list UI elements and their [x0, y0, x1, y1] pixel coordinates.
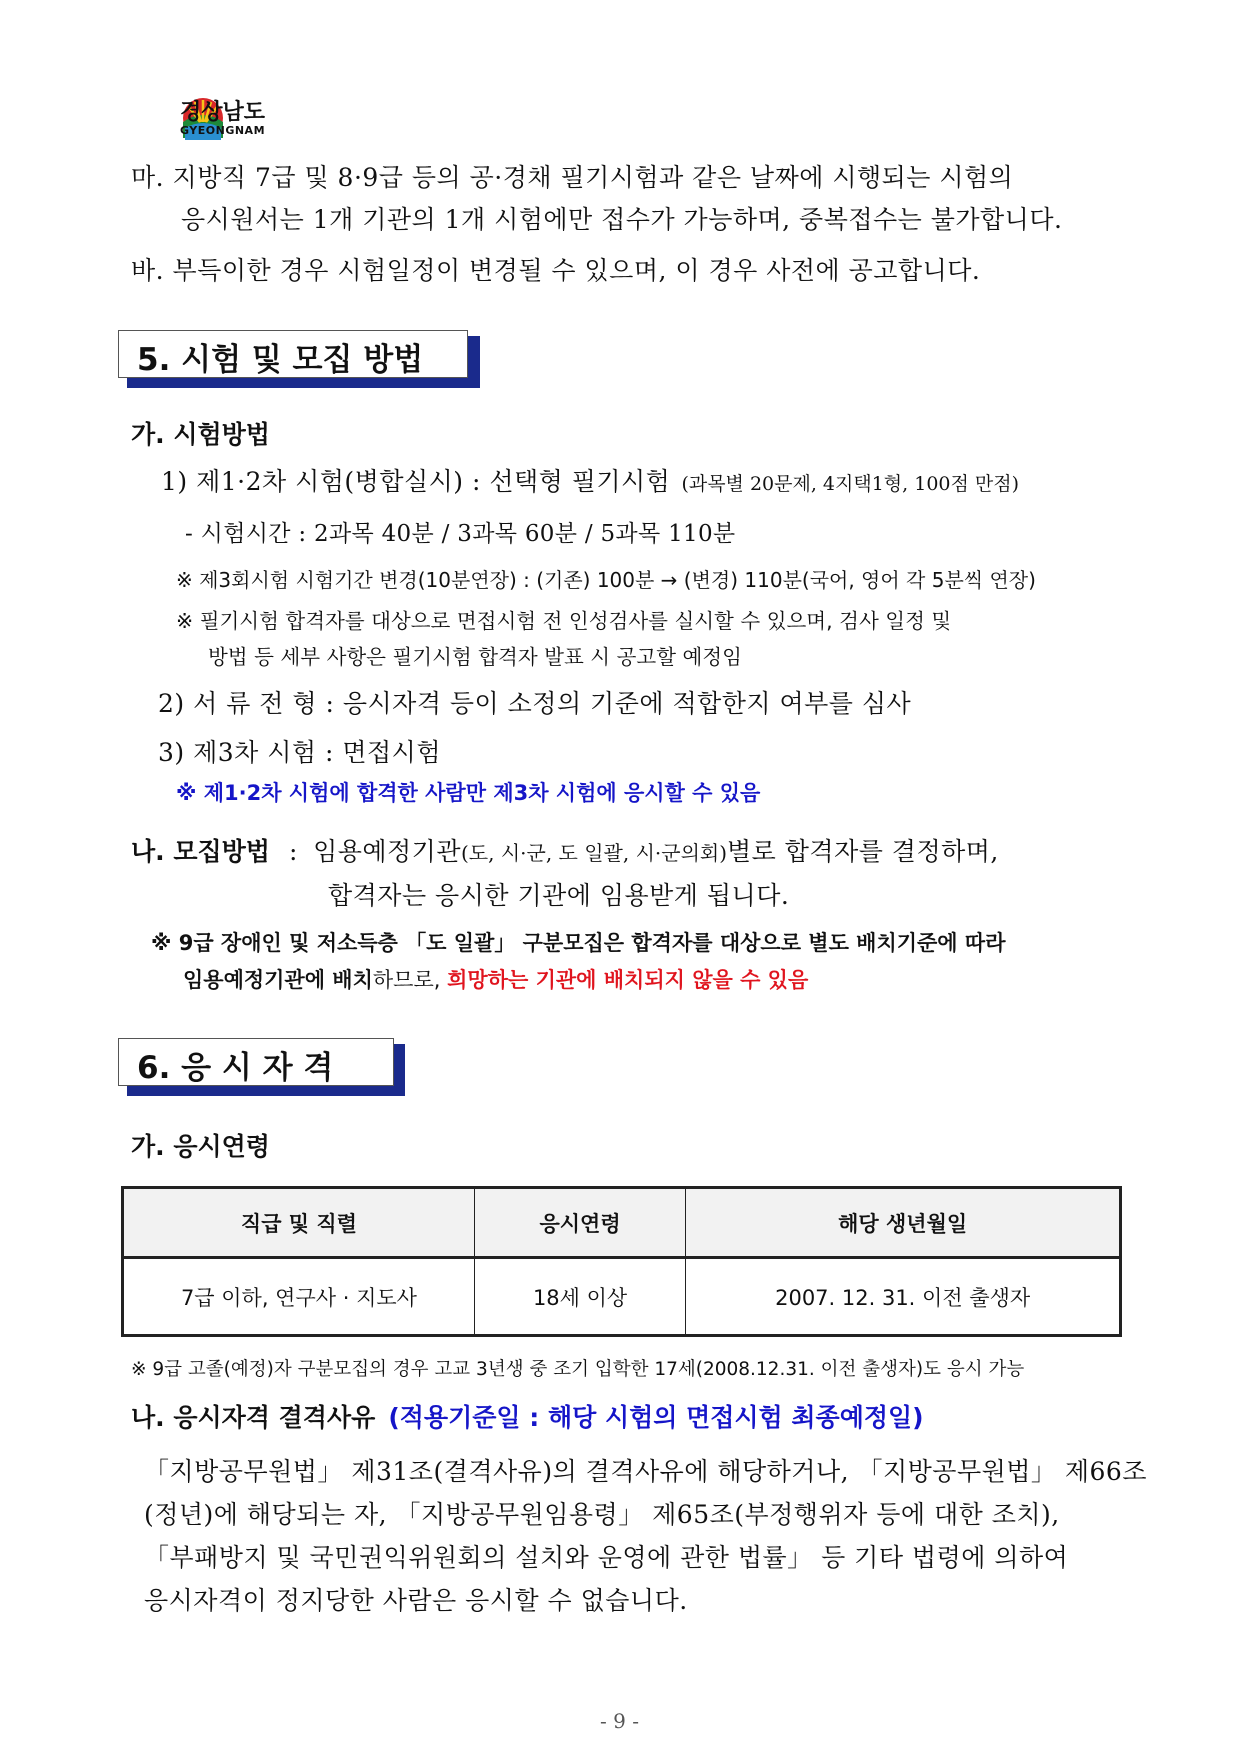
na-note-bold: 임용예정기관에 배치 [183, 968, 373, 992]
table-header-cell: 직급 및 직렬 [123, 1188, 475, 1258]
na-colon: : [289, 837, 298, 866]
item2: 2) 서 류 전 형 : 응시자격 등이 소정의 기준에 적합한지 여부를 심사 [158, 689, 912, 718]
disqualification-line3: 「부패방지 및 국민권익위원회의 설치와 운영에 관한 법률」 등 기타 법령에 의하여 [144, 1543, 1069, 1572]
logo-name: 경상남도 [180, 100, 266, 125]
table-row [123, 1258, 1121, 1336]
table-header-row [123, 1188, 1121, 1258]
note-personality-test-line2: 방법 등 세부 사항은 필기시험 합격자 발표 시 공고할 예정임 [208, 645, 742, 669]
logo-subtitle: GYEONGNAM [180, 124, 266, 137]
table-cell: 2007. 12. 31. 이전 출생자 [686, 1258, 1121, 1336]
note-personality-test-line1: ※ 필기시험 합격자를 대상으로 면접시험 전 인성검사를 실시할 수 있으며, 검사 일정 및 [176, 609, 952, 633]
item3: 3) 제3차 시험 : 면접시험 [158, 738, 441, 767]
na-row1 [131, 832, 999, 868]
table-cell: 7급 이하, 연구사 · 지도사 [123, 1258, 475, 1336]
disqualification-line4: 응시자격이 정지당한 사람은 응시할 수 없습니다. [144, 1586, 688, 1615]
item3-note: ※ 제1·2차 시험에 합격한 사람만 제3차 시험에 응시할 수 있음 [176, 781, 761, 805]
section6-ga-heading: 가. 응시연령 [131, 1132, 270, 1161]
item1-time: - 시험시간 : 2과목 40분 / 3과목 60분 / 5과목 110분 [185, 521, 736, 547]
na-note-line2 [183, 964, 808, 994]
disqualification-line1: 「지방공무원법」 제31조(결격사유)의 결격사유에 해당하거나, 「지방공무원법」 제66조 [144, 1457, 1147, 1486]
item1-main: 1) 제1·2차 시험(병합실시) : 선택형 필기시험 [161, 467, 671, 496]
na-note-red: 희망하는 기관에 배치되지 않을 수 있음 [447, 968, 809, 992]
item-ba: 바. 부득이한 경우 시험일정이 변경될 수 있으며, 이 경우 사전에 공고합니다. [131, 256, 981, 285]
age-requirement-table [121, 1186, 1122, 1337]
na-line1-a: 임용예정기관 [313, 837, 461, 866]
page-number: - 9 - [600, 1709, 639, 1733]
na-line1-c: 별로 합격자를 결정하며, [727, 837, 999, 866]
na-note-line1: ※ 9급 장애인 및 저소득층 「도 일괄」 구분모집은 합격자를 대상으로 별도 배치기준에 따라 [151, 931, 1006, 955]
section6-na-heading: 나. 응시자격 결격사유 [131, 1403, 376, 1432]
table-header-cell: 해당 생년월일 [686, 1188, 1121, 1258]
disqualification-line2: (정년)에 해당되는 자, 「지방공무원임용령」 제65조(부정행위자 등에 대한 조치), [144, 1500, 1060, 1529]
table-note: ※ 9급 고졸(예정)자 구분모집의 경우 고교 3년생 중 조기 입학한 17세(2008.12.31. 이전 출생자)도 응시 가능 [131, 1359, 1025, 1380]
section5-ga-heading: 가. 시험방법 [131, 420, 270, 449]
section5-header-shadow-side [466, 336, 480, 388]
item-ma-line1: 마. 지방직 7급 및 8·9급 등의 공·경채 필기시험과 같은 날짜에 시행되는 시험의 [131, 163, 1014, 192]
na-line2: 합격자는 응시한 기관에 임용받게 됩니다. [328, 881, 790, 910]
item-ma-line2: 응시원서는 1개 기관의 1개 시험에만 접수가 가능하며, 중복접수는 불가합니다. [181, 205, 1063, 234]
section6-na-heading-blue: (적용기준일 : 해당 시험의 면접시험 최종예정일) [388, 1403, 924, 1432]
section6-title: 6. 응 시 자 격 [137, 1050, 334, 1086]
na-label: 나. 모집방법 [131, 837, 270, 866]
table-cell: 18세 이상 [474, 1258, 685, 1336]
section5-title: 5. 시험 및 모집 방법 [137, 342, 424, 378]
note-exam-time-change: ※ 제3회시험 시험기간 변경(10분연장) : (기존) 100분 → (변경) 110분(국어, 영어 각 5분씩 연장) [176, 568, 1036, 592]
na-line1-b: (도, 시·군, 도 일괄, 시·군의회) [460, 841, 728, 865]
na-note-plain: 하므로, [372, 968, 441, 992]
table-header-cell: 응시연령 [474, 1188, 685, 1258]
item1-row [161, 462, 1019, 498]
item1-detail: (과목별 20문제, 4지택1형, 100점 만점) [681, 473, 1020, 495]
section6-na-row [131, 1398, 924, 1434]
